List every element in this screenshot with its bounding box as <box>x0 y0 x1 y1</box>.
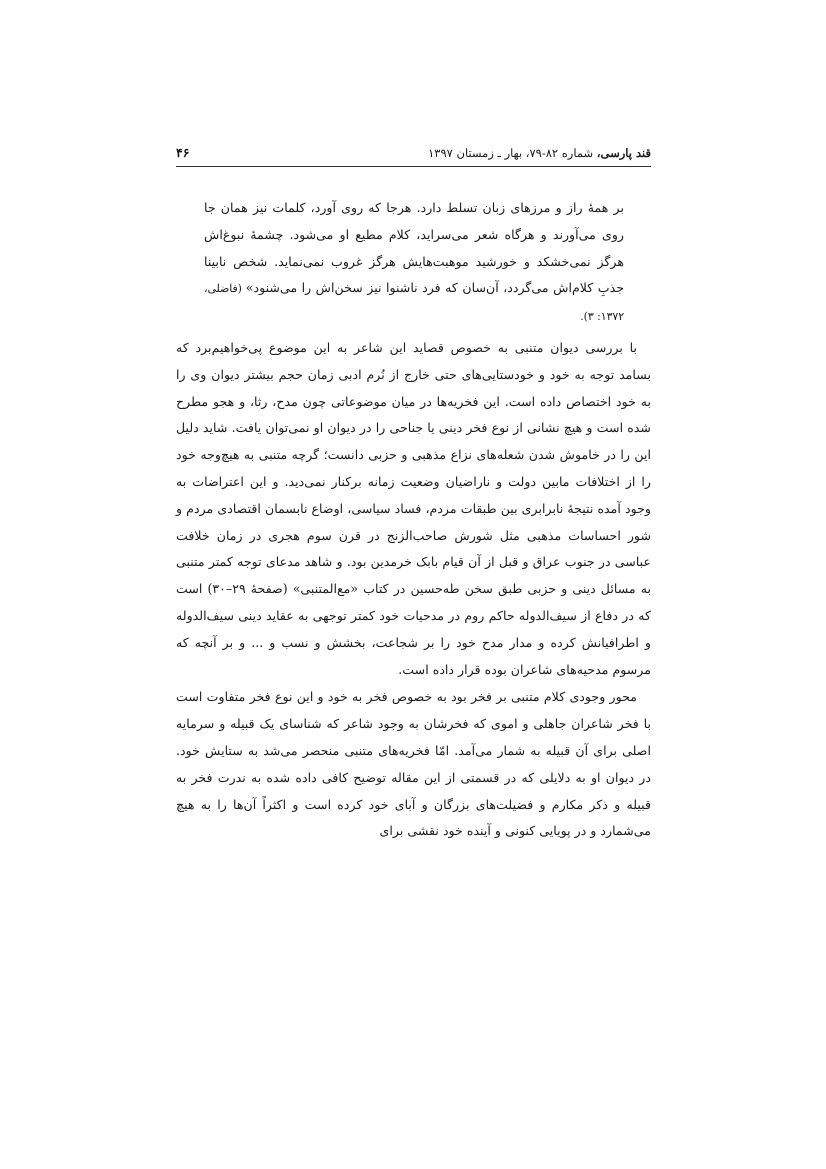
block-quote <box>176 195 651 331</box>
body-paragraph-2: محور وجودی کلام متنبی بر فخر بود به خصوص فخر به خود و این نوع فخر متفاوت است با فخر شاعران جاهلی و اموی که فخرشان به وجود شاعر که شناسای یک قبیله و سرمایه اصلی برای آن قبیله به شمار می‌آمد. امّا فخریه‌های متنبی منحصر می‌شد به ستایش خود. در دیوان او به دلایلی که در قسمتی از این مقاله توضیح کافی داده شده به ندرت فخر به قبیله و ذکر مکارم و فضیلت‌های بزرگان و آبای خود کرده است و اکثراً آن‌ها را به هیچ می‌شمارد و در پویایی کنونی و آینده خود نقشی برای <box>176 689 651 839</box>
body-paragraph-1: با بررسی دیوان متنبی به خصوص قصاید این شاعر به این موضوع پی‌خواهیم‌برد که بسامد توجه به خود و خودستایی‌های حتی خارج از نُرم ادبی زمان حجم بیشتر دیوان وی را به خود اختصاص داده است. این فخریه‌ها در میان موضوعاتی چون مدح، رثا، و هجو مطرح شده است و هیچ نشانی از نوع فخر دینی یا جناحی را در دیوان او نمی‌توان یافت. شاید دلیل این را در خاموش شدن شعله‌های نزاع مذهبی و حزبی دانست؛ گرچه متنبی به هیچ‌وجه خود را از اختلافات مابین دولت و ناراضیان وضعیت زمانه برکنار نمی‌دید. و این اعتراضات به وجود آمده نتیجهٔ نابرابری بین طبقات مردم، فساد سیاسی، اوضاع نابسمان اقتصادی مردم و شور احساسات مذهبی مثل شورش صاحب‌الزنج در قرن سوم هجری در زمان خلافت عباسی در جنوب عراق و قبل از آن قیام بابک خرمدین بود. و شاهد مدعای توجه کمتر متنبی به مسائل دینی و حزبی طبق سخن طه‌حسین در کتاب «مع‌المتنبی» (صفحهٔ ۲۹–۳۰) است که در دفاع از سیف‌الدوله حاکم روم در مدحیات خود کمتر توجهی به عقاید دینی سیف‌الدوله و اطرافیانش کرده و مدار مدح خود را بر شجاعت، بخشش و نسب و ... و بر آنچه که مرسوم مدحیه‌های شاعران بوده قرار داده است. <box>176 339 651 677</box>
issue-info: شماره ۸۲-۷۹، بهار ـ زمستان ۱۳۹۷ <box>428 146 597 160</box>
running-header <box>176 142 651 167</box>
journal-issue-info <box>428 146 651 160</box>
document-page <box>176 142 651 845</box>
quote-text: بر همهٔ راز و مرزهای زبان تسلط دارد. هرجا که روی آورد، کلمات نیز همان جا روی می‌آورند و هرگاه شعر می‌سراید، کلام مطیع او می‌شود. چشمهٔ نبوغ‌اش هرگز نمی‌خشکد و خورشید موهبت‌هایش هرگز غروب نمی‌نماید. شخص نابینا جذبِ کلام‌اش می‌گردد، آن‌سان که فرد ناشنوا نیز سخن‌اش را می‌شنود» <box>204 200 624 296</box>
page-number: ۴۶ <box>176 145 190 160</box>
journal-name: قند پارسی، <box>596 146 651 160</box>
quote-citation: (فاضلی، ۱۳۷۲: ۳). <box>204 282 624 324</box>
